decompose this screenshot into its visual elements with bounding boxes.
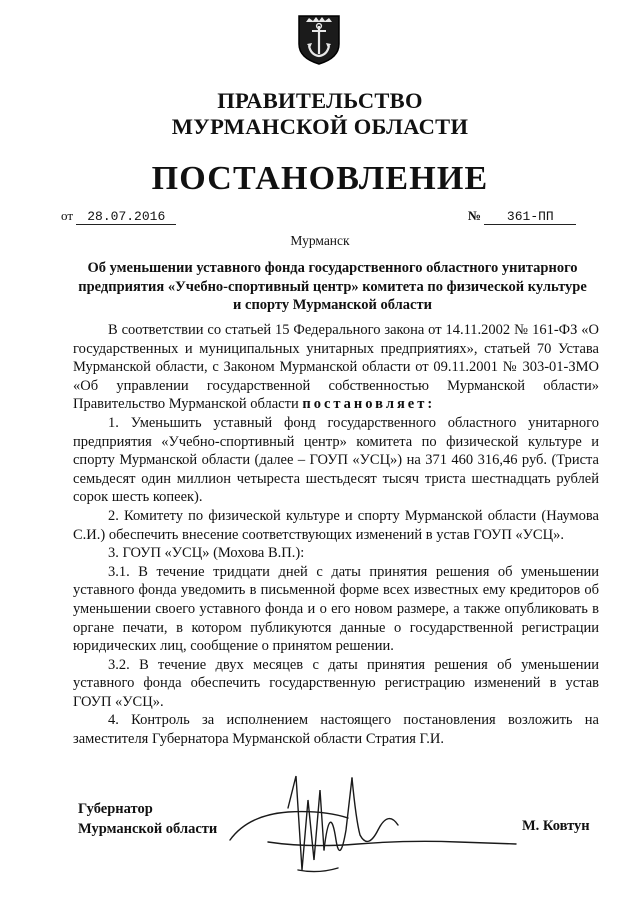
signatory-title-line1: Губернатор — [78, 801, 153, 817]
signatory-name: М. Ковтун — [522, 818, 590, 834]
intro-text: В соответствии со статьей 15 Федерального закона от 14.11.2002 № 161-ФЗ «О государственных и муниципальных унитарных предприятиях», статьей 70 Устава Мурманской области, с Законом Мурманской области от 09.11.2001 № 303-01-ЗМО «Об управлении государственной собственностью Мурманской области» Правительство Мурманской области — [73, 322, 599, 413]
coat-of-arms-emblem — [297, 14, 341, 66]
number-prefix: № — [468, 208, 482, 223]
document-number-field — [468, 208, 576, 225]
government-title-line2: МУРМАНСКОЙ ОБЛАСТИ — [171, 114, 469, 139]
intro-paragraph — [73, 321, 599, 414]
handwritten-signature — [228, 770, 518, 880]
document-number: 361-ПП — [484, 209, 576, 225]
government-title-line1: ПРАВИТЕЛЬСТВО — [217, 88, 423, 113]
clause-1: 1. Уменьшить уставный фонд государственного областного унитарного предприятия «Учебно-спортивный центр» комитета по физической культуре и спорту Мурманской области (далее – ГОУП «УСЦ») на 371 460 316,46 руб. (Триста семьдесят один миллион четыреста шестьдесят тысяч триста шестнадцать рублей сорок шесть копеек). — [73, 414, 599, 506]
clause-3: 3. ГОУП «УСЦ» (Мохова В.П.): — [108, 545, 305, 562]
document-type-title: ПОСТАНОВЛЕНИЕ — [151, 160, 489, 197]
signatory-title — [78, 799, 217, 839]
clause-2: 2. Комитету по физической культуре и спорту Мурманской области (Наумова С.И.) обеспечить внесение соответствующих изменений в устав ГОУП «УСЦ». — [73, 507, 599, 543]
signatory-title-line2: Мурманской области — [78, 821, 218, 837]
document-city: Мурманск — [290, 233, 350, 248]
document-body — [73, 321, 599, 749]
decree-word: постановляет: — [302, 396, 436, 413]
clause-3-2: 3.2. В течение двух месяцев с даты принятия решения об уменьшении уставного фонда обеспечить государственную регистрацию изменений в устав ГОУП «УСЦ». — [73, 656, 599, 710]
clause-4: 4. Контроль за исполнением настоящего постановления возложить на заместителя Губернатора Мурманской области Стратия Г.И. — [73, 712, 599, 748]
clause-3-1: 3.1. В течение тридцати дней с даты принятия решения об уменьшении уставного фонда уведомить в письменной форме всех известных ему кредиторов об уменьшении своего уставного фонда и о его новом размере, а также опубликовать в органе печати, в котором публикуются данные о государственной регистрации юридических лиц, сообщение о принятом решении. — [73, 563, 599, 655]
document-date: 28.07.2016 — [76, 209, 176, 225]
document-date-field — [61, 208, 176, 225]
date-prefix: от — [61, 208, 74, 223]
document-subject-heading: Об уменьшении уставного фонда государственного областного унитарного предприятия «Учебно-спортивный центр» комитета по физической культуре и спорту Мурманской области — [78, 260, 587, 313]
